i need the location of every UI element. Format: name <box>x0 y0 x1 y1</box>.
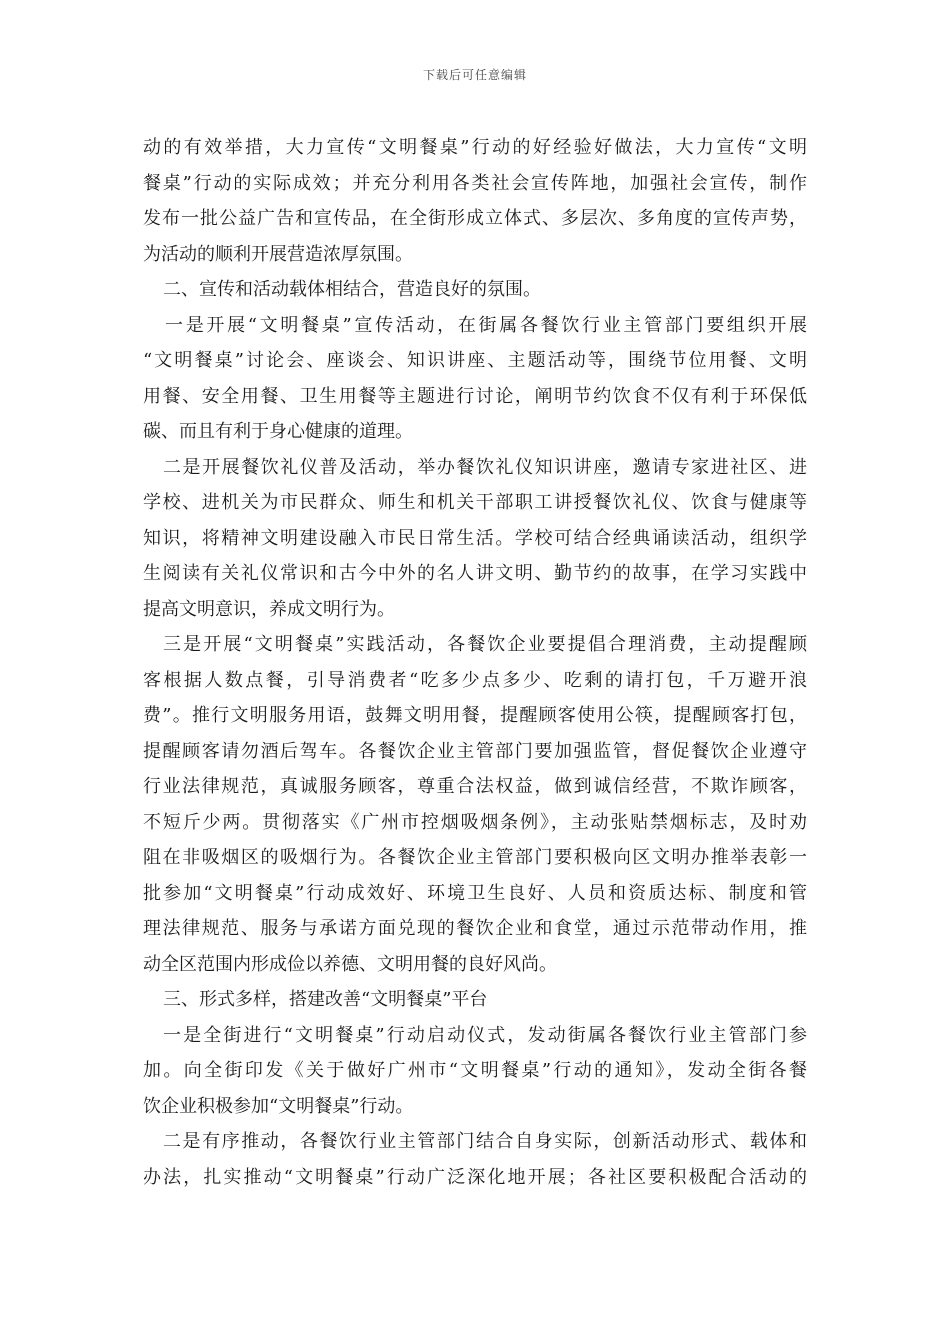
text-line: 提醒顾客请勿酒后驾车。各餐饮企业主管部门要加强监管，督促餐饮企业遵守 <box>143 740 807 762</box>
text-line: 办法，扎实推动“文明餐桌”行动广泛深化地开展；各社区要积极配合活动的 <box>143 1166 807 1188</box>
text-line: 提高文明意识，养成文明行为。 <box>143 598 395 620</box>
text-line: 饮企业积极参加“文明餐桌”行动。 <box>143 1095 414 1117</box>
text-line: 为活动的顺利开展营造浓厚氛围。 <box>143 243 413 265</box>
text-line: 二是有序推动，各餐饮行业主管部门结合自身实际，创新活动形式、载体和 <box>163 1131 807 1152</box>
text-line: 知识，将精神文明建设融入市民日常生活。学校可结合经典诵读活动，组织学 <box>143 527 807 549</box>
text-line: 阻在非吸烟区的吸烟行为。各餐饮企业主管部门要积极向区文明办推举表彰一 <box>143 847 807 868</box>
text-line: 用餐、安全用餐、卫生用餐等主题进行讨论，阐明节约饮食不仅有利于环保低 <box>143 385 807 407</box>
text-line: 三、形式多样，搭建改善“文明餐桌”平台 <box>163 989 488 1010</box>
text-line: 加。向全街印发《关于做好广州市“文明餐桌”行动的通知》，发动全街各餐 <box>143 1060 807 1081</box>
text-line: “文明餐桌”讨论会、座谈会、知识讲座、主题活动等，围绕节位用餐、文明 <box>143 350 807 371</box>
text-line: 批参加“文明餐桌”行动成效好、环境卫生良好、人员和资质达标、制度和管 <box>143 882 807 904</box>
text-line: 二是开展餐饮礼仪普及活动，举办餐饮礼仪知识讲座，邀请专家进社区、进 <box>163 456 807 478</box>
text-line: 客根据人数点餐，引导消费者“吃多少点多少、吃剩的请打包，千万避开浪 <box>143 669 807 691</box>
text-line: 一是全街进行“文明餐桌”行动启动仪式，发动街属各餐饮行业主管部门参 <box>163 1024 807 1046</box>
text-line: 理法律规范、服务与承诺方面兑现的餐饮企业和食堂，通过示范带动作用，推 <box>143 918 807 939</box>
text-line: 三是开展“文明餐桌”实践活动，各餐饮企业要提倡合理消费，主动提醒顾 <box>163 634 807 655</box>
text-line: 发布一批公益广告和宣传品，在全街形成立体式、多层次、多角度的宣传声势， <box>143 208 807 229</box>
text-line: 不短斤少两。贯彻落实《广州市控烟吸烟条例》，主动张贴禁烟标志，及时劝 <box>143 811 807 833</box>
page-header-note: 下载后可任意编辑 <box>422 68 527 82</box>
text-line: 餐桌”行动的实际成效；并充分利用各类社会宣传阵地，加强社会宣传，制作 <box>143 172 807 194</box>
text-line: 一是开展“文明餐桌”宣传活动，在街属各餐饮行业主管部门要组织开展 <box>165 314 807 336</box>
text-line: 动的有效举措，大力宣传“文明餐桌”行动的好经验好做法，大力宣传“文明 <box>143 137 807 158</box>
text-line: 二、宣传和活动载体相结合，营造良好的氛围。 <box>163 279 541 300</box>
text-line: 学校、进机关为市民群众、师生和机关干部职工讲授餐饮礼仪、饮食与健康等 <box>143 492 807 513</box>
text-line: 行业法律规范，真诚服务顾客，尊重合法权益，做到诚信经营，不欺诈顾客， <box>143 776 807 797</box>
text-line: 动全区范围内形成俭以养德、文明用餐的良好风尚。 <box>143 953 557 975</box>
text-line: 生阅读有关礼仪常识和古今中外的名人讲文明、勤节约的故事，在学习实践中 <box>143 563 807 584</box>
text-line: 碳、而且有利于身心健康的道理。 <box>143 421 413 442</box>
document-body <box>143 130 807 1195</box>
text-line: 费”。推行文明服务用语，鼓舞文明用餐，提醒顾客使用公筷，提醒顾客打包， <box>143 705 807 726</box>
